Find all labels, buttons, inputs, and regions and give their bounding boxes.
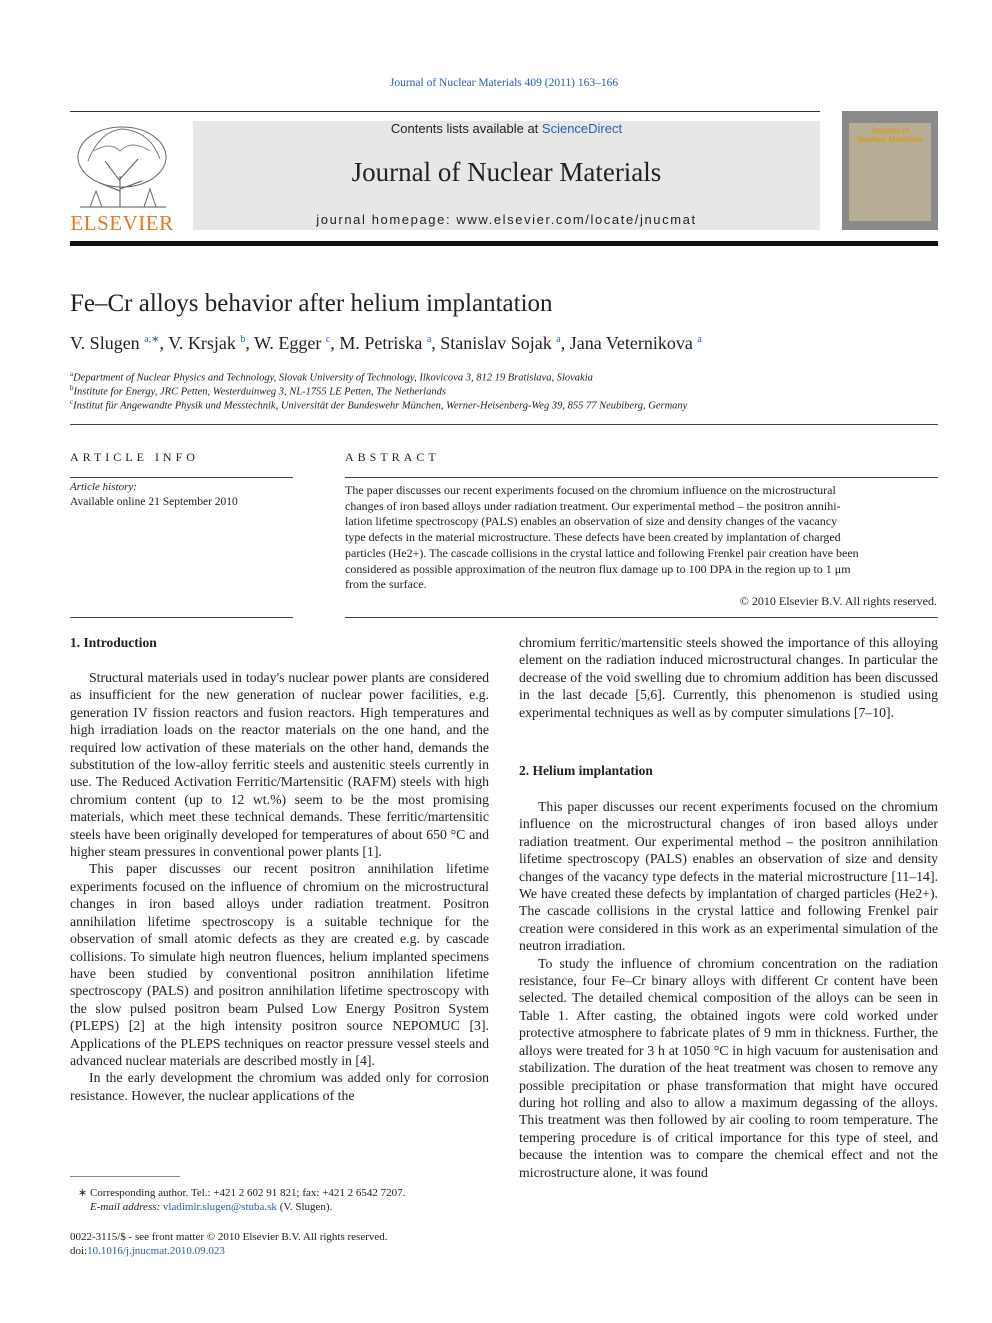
author-name: Jana Veternikova — [569, 333, 698, 353]
header-rule — [70, 111, 820, 112]
intro-body — [70, 669, 489, 1104]
intro-heading: 1. Introduction — [70, 635, 157, 650]
contents-prefix: Contents lists available at — [390, 121, 542, 136]
abstract-line: lation lifetime spectroscopy (PALS) enables an observation of size and density changes of the vacancy — [345, 514, 838, 529]
issn-line: 0022-3115/$ - see front matter © 2010 Elsevier B.V. All rights reserved. — [70, 1231, 388, 1243]
journal-homepage[interactable]: journal homepage: www.elsevier.com/locate/jnucmat — [316, 212, 697, 227]
abstract-line: from the surface. — [345, 577, 427, 592]
cover-title-line-1: Journal of — [870, 126, 910, 135]
helium-paragraph-1: This paper discusses our recent experiments focused on the chromium influence on the microstructural changes of iron based alloys under radiation treatment. Our experimental method – the positron annihilation lifetime spectroscopy (PALS) enables an observation of size and density changes of the vacancy type defects in the material microstructure [11–14]. We have created these defects by implantation of charged particles (He2+). The cascade collisions in the crystal lattice and following Frenkel pair creation were considered in this work as an experimental simulation of the neutron irradiation. — [519, 799, 938, 954]
affiliation-c-text: Institut für Angewandte Physik und Messtechnik, Universität der Bundeswehr München, Werner-Heisenberg-Weg 39, 855 77 Neubiberg, Germany — [73, 400, 688, 412]
doi-line — [70, 1244, 225, 1258]
journal-reference[interactable]: Journal of Nuclear Materials 409 (2011) 163–166 — [389, 77, 619, 89]
helium-heading: 2. Helium implantation — [519, 763, 653, 778]
abstract-bottom-rule — [345, 617, 938, 618]
author-separator: , — [245, 333, 255, 353]
author-affiliation-sup[interactable]: c — [325, 334, 331, 345]
abstract-copyright: © 2010 Elsevier B.V. All rights reserved. — [739, 594, 937, 608]
header-thick-rule — [70, 241, 938, 246]
author-name: W. Egger — [254, 333, 326, 353]
history-value: Available online 21 September 2010 — [70, 496, 238, 508]
journal-title: Journal of Nuclear Materials — [351, 157, 662, 187]
history-label: Article history: — [70, 481, 137, 493]
affiliation-b-text: Institute for Energy, JRC Petten, Westerduinweg 3, NL-1755 LE Petten, The Netherlands — [73, 386, 446, 398]
author-list — [70, 333, 702, 354]
author-name: V. Slugen — [70, 333, 145, 353]
affiliation-a-text: Department of Nuclear Physics and Technology, Slovak University of Technology, Ilkovicova 3, 812 19 Bratislava, Slovakia — [73, 372, 593, 384]
abstract-line: type defects in the material microstructure. These defects have been created by implantation of charged — [345, 530, 841, 545]
helium-paragraph-2: To study the influence of chromium concentration on the radiation resistance, four Fe–Cr binary alloys with different Cr content have been selected. The detailed chemical composition of the alloys can be seen in Table 1. After casting, the obtained ingots were cold worked under protective atmosphere to fabricate plates of 9 mm in thickness. Further, the alloys were treated for 3 h at 1050 °C in high vacuum for austenisation and stabilization. The duration of the heat treatment was chosen to remove any possible precipitation or phase transformation that might have occured during hot rolling and also to allow a maximum degassing of the alloys. This treatment was then followed by air cooling to room temperature. The tempering procedure is of critical importance for this type of steel, and because the intention was to compare the chemical effect and not the microstructure alone, it was found — [519, 955, 938, 1180]
doi-label: doi: — [70, 1245, 88, 1257]
contents-line — [193, 121, 820, 136]
author-separator: , — [330, 333, 340, 353]
email-link[interactable]: vladimir.slugen@stuba.sk — [162, 1201, 277, 1213]
doi-link[interactable]: 10.1016/j.jnucmat.2010.09.023 — [87, 1245, 225, 1257]
corresponding-author-note: ∗ Corresponding author. Tel.: +421 2 602 91 821; fax: +421 2 6542 7207. — [78, 1187, 406, 1199]
email-note — [90, 1200, 332, 1214]
affiliation-rule — [70, 424, 938, 425]
journal-cover-title — [849, 126, 931, 144]
intro-paragraph-3: In the early development the chromium was added only for corrosion resistance. However, the nuclear applications of the — [70, 1070, 489, 1103]
abstract-line: considered as possible approximation of the neutron flux damage up to 100 DPA in the region up to 1 μm — [345, 561, 851, 576]
author-name: Stanislav Sojak — [440, 333, 557, 353]
article-info-bottom-rule — [70, 617, 293, 618]
abstract-line: particles (He2+). The cascade collisions in the crystal lattice and following Frenkel pair creation have been — [345, 545, 859, 560]
elsevier-tree-logo — [70, 121, 174, 209]
sciencedirect-link[interactable]: ScienceDirect — [541, 121, 623, 136]
article-info-rule — [70, 477, 293, 478]
abstract-text — [345, 483, 937, 593]
intro-paragraph-1: Structural materials used in today's nuclear power plants are considered as insufficient for the new generation of nuclear power facilities, e.g. generation IV fission reactors and fusion reactors. High temperatures and high irradiation loads on the reactor materials on the one hand, and the required low activation of these materials on the other hand, demands the substitution of the low-alloy ferritic steels and austenitic steels currently in use. The Reduced Activation Ferritic/Martensitic (RAFM) steels with high chromium content (up to 12 wt.%) seem to be the most promising materials, which meet these technical demands. These ferritic/martensitic steels have been originally developed for temperatures of about 650 °C and higher steam pressures in conventional power plants [1]. — [70, 670, 489, 860]
right-column-body — [519, 634, 938, 721]
author-affiliation-sup[interactable]: a,∗ — [144, 334, 160, 345]
affiliation-c — [70, 395, 687, 414]
footnote-rule — [70, 1176, 180, 1177]
author-affiliation-sup[interactable]: a — [556, 334, 561, 345]
right-paragraph-continued: chromium ferritic/martensitic steels showed the importance of this alloying element on the radiation induced microstructural changes. In particular the decrease of the void swelling due to chromium addition has been discussed in the last decade [5,6]. Currently, this phenomenon is studied using experimental techniques as well as by computer simulations [7–10]. — [519, 635, 938, 720]
cover-title-line-2: Nuclear Materials — [856, 135, 924, 144]
article-info-heading: ARTICLE INFO — [70, 450, 199, 464]
author-affiliation-sup[interactable]: b — [240, 334, 246, 345]
author-name: M. Petriska — [339, 333, 427, 353]
author-separator: , — [560, 333, 570, 353]
helium-body — [519, 798, 938, 1181]
elsevier-logo-text: ELSEVIER — [70, 211, 174, 235]
abstract-line: changes of iron based alloys under radiation treatment. Our experimental method – the positron annihi- — [345, 498, 841, 513]
author-separator: , — [431, 333, 441, 353]
abstract-line: The paper discusses our recent experiments focused on the chromium influence on the microstructural — [345, 483, 836, 497]
article-title: Fe–Cr alloys behavior after helium implantation — [70, 290, 553, 317]
abstract-heading: ABSTRACT — [345, 450, 440, 464]
abstract-rule — [345, 477, 938, 478]
author-affiliation-sup[interactable]: a — [426, 334, 432, 345]
intro-paragraph-2: This paper discusses our recent positron annihilation lifetime experiments focused on the influence of chromium on the microstructural changes in iron based alloys under radiation treatment. Positron annihilation lifetime spectroscopy is a suitable technique for the observation of small atomic defects as they are created e.g. by cascade collisions. To simulate high neutron fluences, helium implanted specimens have been studied by conventional positron annihilation lifetime spectroscopy (PALS) and positron annihilation lifetime spectroscopy with the slow pulsed positron beam Pulsed Low Energy Positron System (PLEPS) [2] at the high intensity positron source NEPOMUC [3]. Applications of the PLEPS techniques on reactor pressure vessel steels and advanced nuclear materials are described mostly in [4]. — [70, 861, 489, 1068]
affiliation-b-sup: b — [70, 384, 74, 392]
email-suffix: (V. Slugen). — [276, 1201, 333, 1213]
affiliation-c-sup: c — [70, 398, 74, 406]
author-name: V. Krsjak — [168, 333, 241, 353]
affiliation-a-sup: a — [70, 370, 74, 378]
author-separator: , — [159, 333, 169, 353]
author-affiliation-sup[interactable]: a — [697, 334, 702, 345]
email-label: E-mail address: — [90, 1201, 161, 1213]
